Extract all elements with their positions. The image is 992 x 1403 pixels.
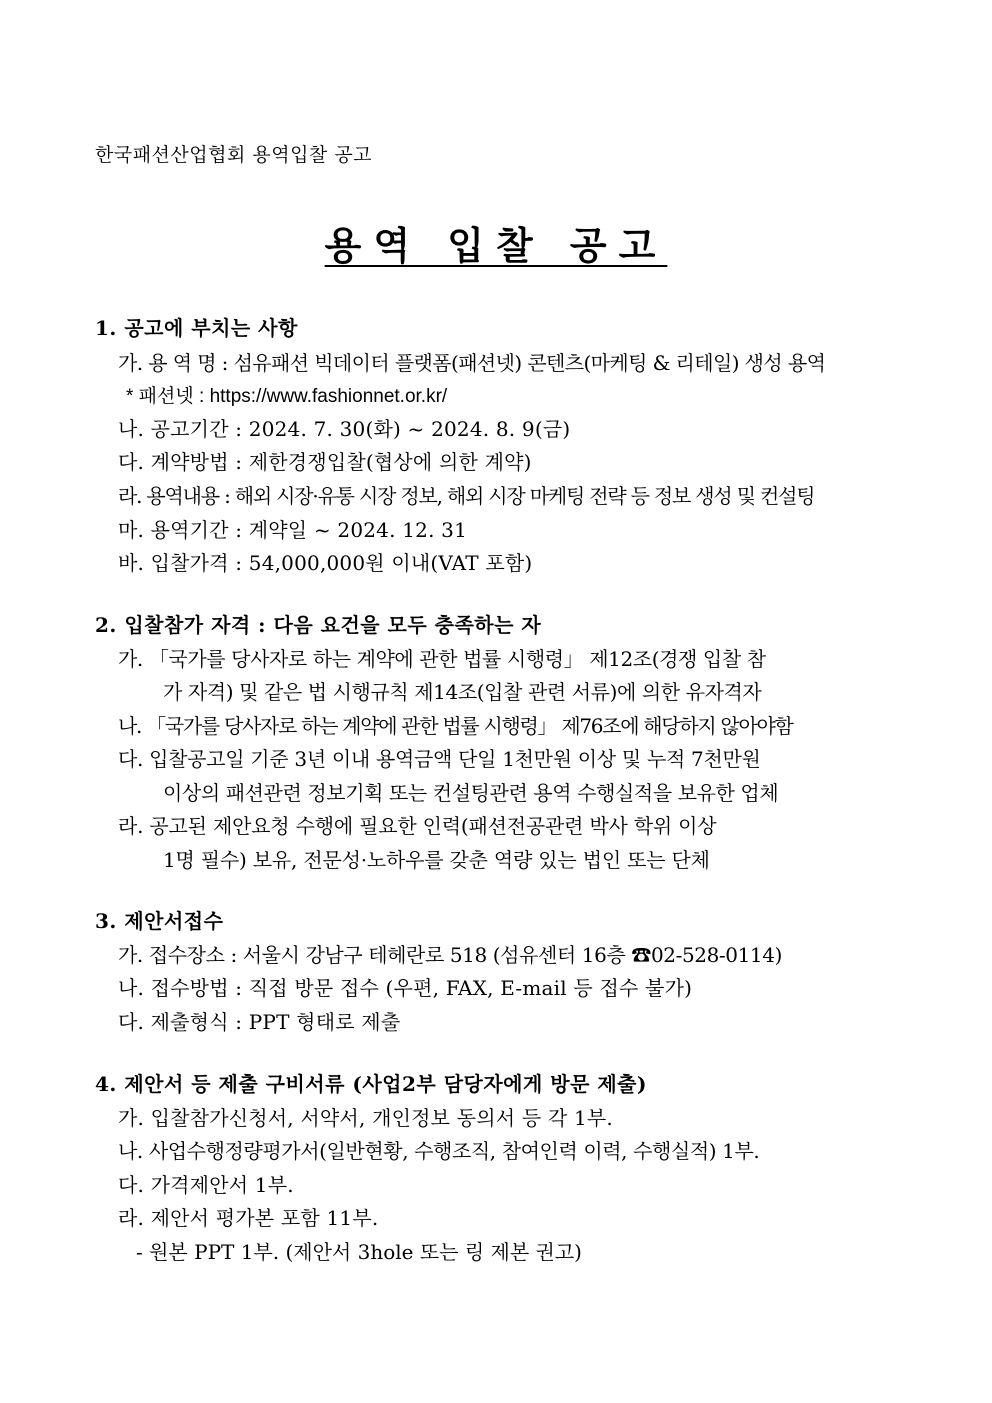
document-title	[0, 215, 992, 270]
section-4-item: 다. 가격제안서 1부.	[118, 1173, 294, 1197]
section-3-item: 가. 접수장소 : 서울시 강남구 테헤란로 518 (섬유센터 16층 ☎02-528-0114)	[118, 943, 782, 967]
section-2-item-continued: 1명 필수) 보유, 전문성·노하우를 갖춘 역량 있는 법인 또는 단체	[163, 848, 710, 872]
section-3-heading: 3. 제안서접수	[95, 909, 224, 933]
section-3-item: 나. 접수방법 : 직접 방문 접수 (우편, FAX, E-mail 등 접수 불가)	[118, 976, 693, 1000]
section-4-subitem: - 원본 PPT 1부. (제안서 3hole 또는 링 제본 권고)	[136, 1240, 582, 1264]
section-1-item: 가. 용 역 명 : 섬유패션 빅데이터 플랫폼(패션넷) 콘텐츠(마케팅 & 리테일) 생성 용역	[118, 351, 826, 375]
section-1-item: 나. 공고기간 : 2024. 7. 30(화) ~ 2024. 8. 9(금)	[118, 417, 571, 441]
section-4-item: 가. 입찰참가신청서, 서약서, 개인정보 동의서 등 각 1부.	[118, 1106, 613, 1130]
section-4-heading: 4. 제안서 등 제출 구비서류 (사업2부 담당자에게 방문 제출)	[95, 1072, 647, 1096]
section-1-item: 마. 용역기간 : 계약일 ~ 2024. 12. 31	[118, 518, 468, 542]
organization-header: 한국패션산업협회 용역입찰 공고	[95, 144, 373, 166]
section-2-item-continued: 가 자격) 및 같은 법 시행규칙 제14조(입찰 관련 서류)에 의한 유자격자	[163, 680, 762, 704]
section-1-item: 바. 입찰가격 : 54,000,000원 이내(VAT 포함)	[118, 551, 533, 575]
section-1-item: 라. 용역내용 : 해외 시장·유통 시장 정보, 해외 시장 마케팅 전략 등 정보 생성 및 컨설팅	[118, 484, 815, 508]
section-2-heading: 2. 입찰참가 자격 : 다음 요건을 모두 충족하는 자	[95, 613, 542, 637]
document-title-text: 용역 입찰 공고	[324, 223, 668, 268]
section-4-item: 나. 사업수행정량평가서(일반현황, 수행조직, 참여인력 이력, 수행실적) 1부.	[118, 1139, 760, 1163]
section-2-item: 라. 공고된 제안요청 수행에 필요한 인력(패션전공관련 박사 학위 이상	[118, 814, 717, 838]
section-4-item: 라. 제안서 평가본 포함 11부.	[118, 1206, 379, 1230]
section-1-heading: 1. 공고에 부치는 사항	[95, 316, 298, 340]
section-2-item: 나. 「국가를 당사자로 하는 계약에 관한 법률 시행령」 제76조에 해당하지 않아야함	[118, 714, 793, 738]
section-2-item: 가. 「국가를 당사자로 하는 계약에 관한 법률 시행령」 제12조(경쟁 입찰 참	[118, 647, 766, 671]
section-2-item-continued: 이상의 패션관련 정보기획 또는 컨설팅관련 용역 수행실적을 보유한 업체	[163, 781, 779, 805]
section-3-item: 다. 제출형식 : PPT 형태로 제출	[118, 1010, 401, 1034]
section-2-item: 다. 입찰공고일 기준 3년 이내 용역금액 단일 1천만원 이상 및 누적 7천만원	[118, 747, 761, 771]
section-1-item: 다. 계약방법 : 제한경쟁입찰(협상에 의한 계약)	[118, 450, 532, 474]
section-1-note: * 패션넷 : https://www.fashionnet.or.kr/	[126, 386, 448, 407]
